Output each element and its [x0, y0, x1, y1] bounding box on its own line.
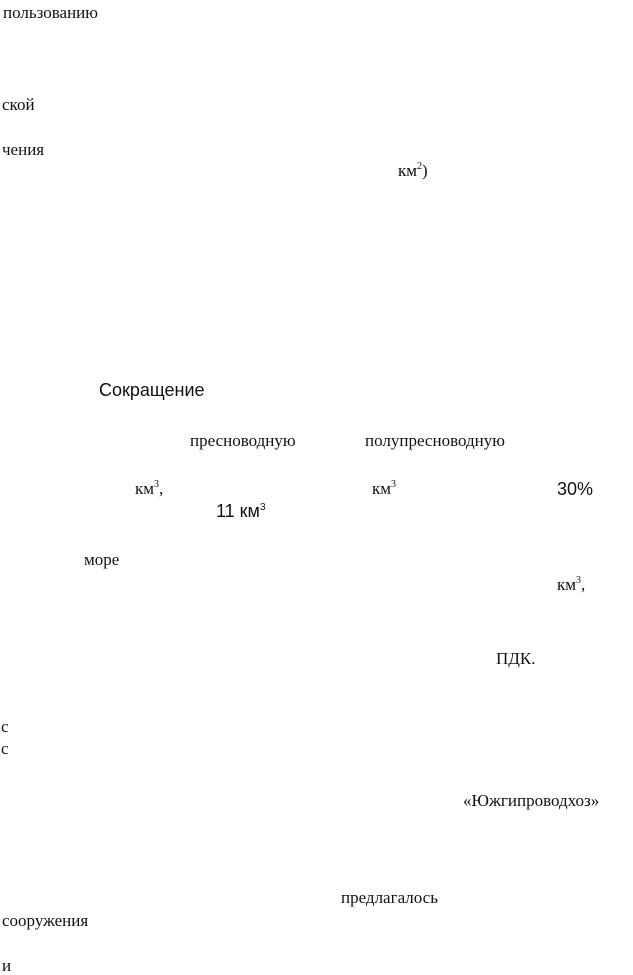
text-fragment-more: море [84, 550, 120, 569]
unit-exponent: 3 [576, 575, 582, 586]
text-fragment-sokrashchenie: Сокращение [99, 380, 205, 400]
unit-km: км [557, 575, 577, 594]
text-fragment-polupresnovodnuyu: полупресноводную [365, 431, 505, 450]
text-fragment-pdk: ПДК. [496, 649, 536, 668]
text-fragment-predlagalos: предлагалось [341, 888, 438, 907]
text-fragment-skoy: ской [2, 95, 35, 114]
closing-paren: ) [422, 161, 428, 180]
text-fragment-yuzhgiprovodkhoz: «Южгипроводхоз» [463, 791, 600, 810]
text-fragment-s-2: с [1, 739, 9, 758]
text-fragment-30-percent: 30% [557, 479, 594, 499]
text-fragment-s-1: с [1, 717, 9, 736]
text-fragment-presnovodnuyu: пресноводную [190, 431, 296, 450]
text-fragment-km2 [398, 162, 428, 179]
text-fragment-i: и [2, 956, 12, 975]
unit-exponent: 2 [417, 161, 423, 172]
unit-exponent: 3 [154, 479, 160, 490]
unit-km: км [398, 161, 418, 180]
text-fragment-km3-b [372, 480, 396, 497]
unit-km: км [135, 479, 155, 498]
text-fragment-11-km3 [216, 502, 266, 520]
text-fragment-cheniya: чения [2, 140, 45, 159]
text-fragment-sooruzheniya: сооружения [2, 911, 89, 930]
unit-km: км [372, 479, 392, 498]
unit-exponent: 3 [259, 502, 266, 513]
value-11-km: 11 км [216, 501, 260, 521]
text-fragment-km3-c [557, 576, 585, 593]
text-fragment-km3-a [135, 480, 163, 497]
comma: , [159, 479, 164, 498]
unit-exponent: 3 [391, 479, 397, 490]
comma: , [581, 575, 586, 594]
text-fragment-polzovaniyu: пользованию [3, 3, 98, 22]
